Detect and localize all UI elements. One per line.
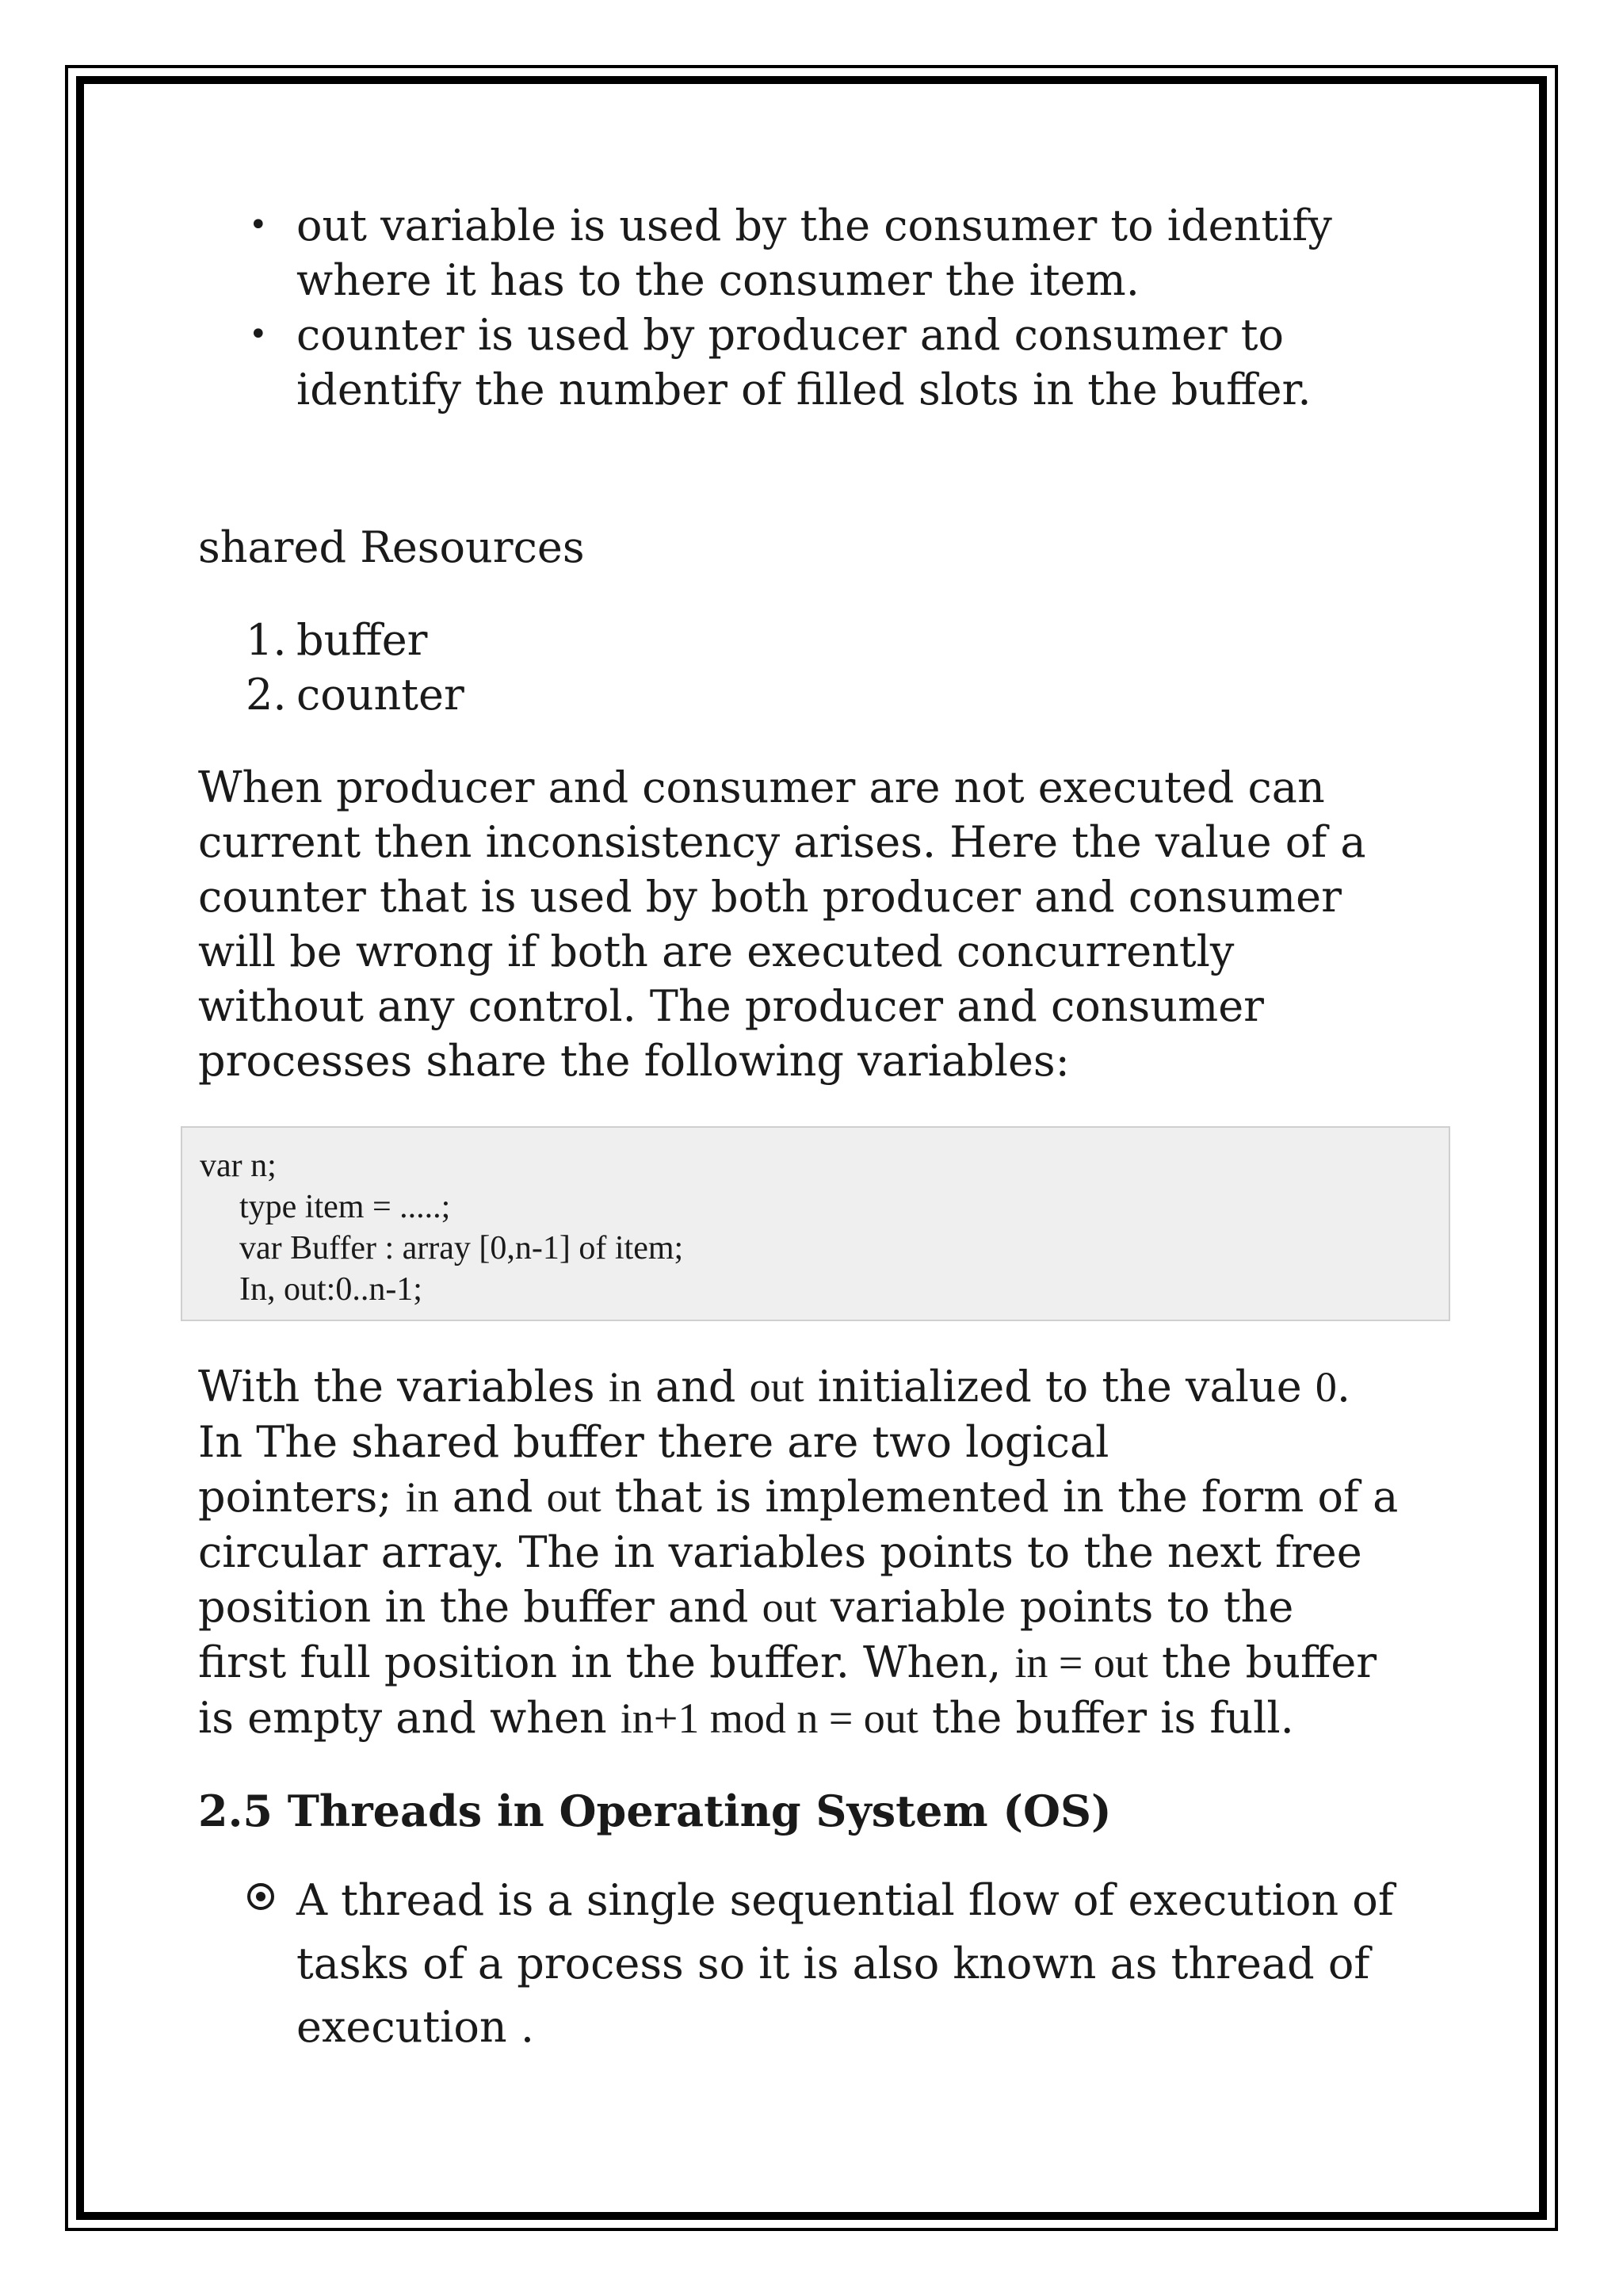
- text-line: current then inconsistency arises. Here the value of a: [198, 817, 1366, 867]
- text-run: position in the buffer and: [198, 1582, 762, 1632]
- text-run: that is implemented in the form of a: [601, 1472, 1399, 1522]
- inline-code: in: [405, 1473, 439, 1521]
- text-run: first full position in the buffer. When,: [198, 1637, 1015, 1687]
- bullet-icon: •: [249, 316, 268, 353]
- text-run: the buffer is full.: [918, 1693, 1294, 1743]
- text-run: is empty and when: [198, 1693, 621, 1743]
- list-item: [198, 667, 1450, 722]
- inline-code: in+1 mod n = out: [620, 1694, 918, 1742]
- list-item: [198, 613, 1450, 667]
- text-line: A thread is a single sequential flow of execution of: [296, 1875, 1394, 1925]
- text-run: variable points to the: [816, 1582, 1294, 1632]
- code-line: type item = .....;: [239, 1189, 451, 1225]
- text-line: processes share the following variables:: [198, 1036, 1070, 1086]
- text-line: [198, 1690, 1450, 1746]
- text-line: [198, 1580, 1450, 1635]
- inline-code: in: [608, 1363, 642, 1411]
- text-line: [198, 1359, 1450, 1415]
- code-line: var Buffer : array [0,n-1] of item;: [239, 1230, 684, 1266]
- text-line: circular array. The in variables points to the next free: [198, 1527, 1362, 1577]
- inline-code: out: [546, 1473, 601, 1521]
- text-run: pointers;: [198, 1472, 406, 1522]
- list-item-label: buffer: [296, 615, 428, 665]
- page-content: [198, 198, 1450, 2059]
- list-number: 1.: [246, 615, 287, 665]
- paragraph-inconsistency: [198, 760, 1450, 1088]
- list-item: [198, 198, 1450, 308]
- inline-code: 0: [1315, 1363, 1337, 1411]
- text-line: tasks of a process so it is also known as thread of: [296, 1939, 1370, 1988]
- code-line: In, out:0..n-1;: [239, 1271, 422, 1308]
- text-line: counter that is used by both producer and consumer: [198, 872, 1342, 922]
- shared-resources-list: [198, 613, 1450, 722]
- text-run: With the variables: [198, 1362, 609, 1412]
- inline-code: in = out: [1014, 1639, 1148, 1687]
- text-run: .: [1336, 1362, 1350, 1412]
- list-number: 2.: [246, 670, 287, 720]
- radio-bullet-icon: [247, 1883, 274, 1910]
- text-line: [198, 1635, 1450, 1690]
- text-line: without any control. The producer and consumer: [198, 981, 1264, 1031]
- code-block: [181, 1126, 1450, 1321]
- text-line: When producer and consumer are not executed can: [198, 762, 1325, 812]
- text-line: [198, 1469, 1450, 1525]
- bullet-line: out variable is used by the consumer to identify: [296, 201, 1332, 250]
- list-item: [198, 308, 1450, 417]
- text-line: execution .: [296, 2002, 534, 2052]
- code-line: var n;: [200, 1148, 277, 1184]
- inline-code: out: [749, 1363, 804, 1411]
- shared-resources-title: shared Resources: [198, 522, 585, 572]
- list-item-label: counter: [296, 670, 464, 720]
- bullet-line: where it has to the consumer the item.: [296, 255, 1140, 305]
- text-run: the buffer: [1148, 1637, 1377, 1687]
- text-line: In The shared buffer there are two logical: [198, 1417, 1109, 1467]
- list-item: [198, 1869, 1450, 2059]
- paragraph-pointers: [198, 1359, 1450, 1746]
- bullet-icon: •: [249, 207, 268, 243]
- text-run: and: [641, 1362, 750, 1412]
- bullet-list: [198, 198, 1450, 417]
- bullet-line: counter is used by producer and consumer to: [296, 310, 1285, 360]
- text-line: will be wrong if both are executed concurrently: [198, 926, 1235, 976]
- bullet-line: identify the number of filled slots in the buffer.: [296, 365, 1312, 415]
- text-run: and: [438, 1472, 547, 1522]
- text-run: initialized to the value: [804, 1362, 1316, 1412]
- inline-code: out: [762, 1584, 817, 1631]
- section-heading: 2.5 Threads in Operating System (OS): [198, 1786, 1112, 1836]
